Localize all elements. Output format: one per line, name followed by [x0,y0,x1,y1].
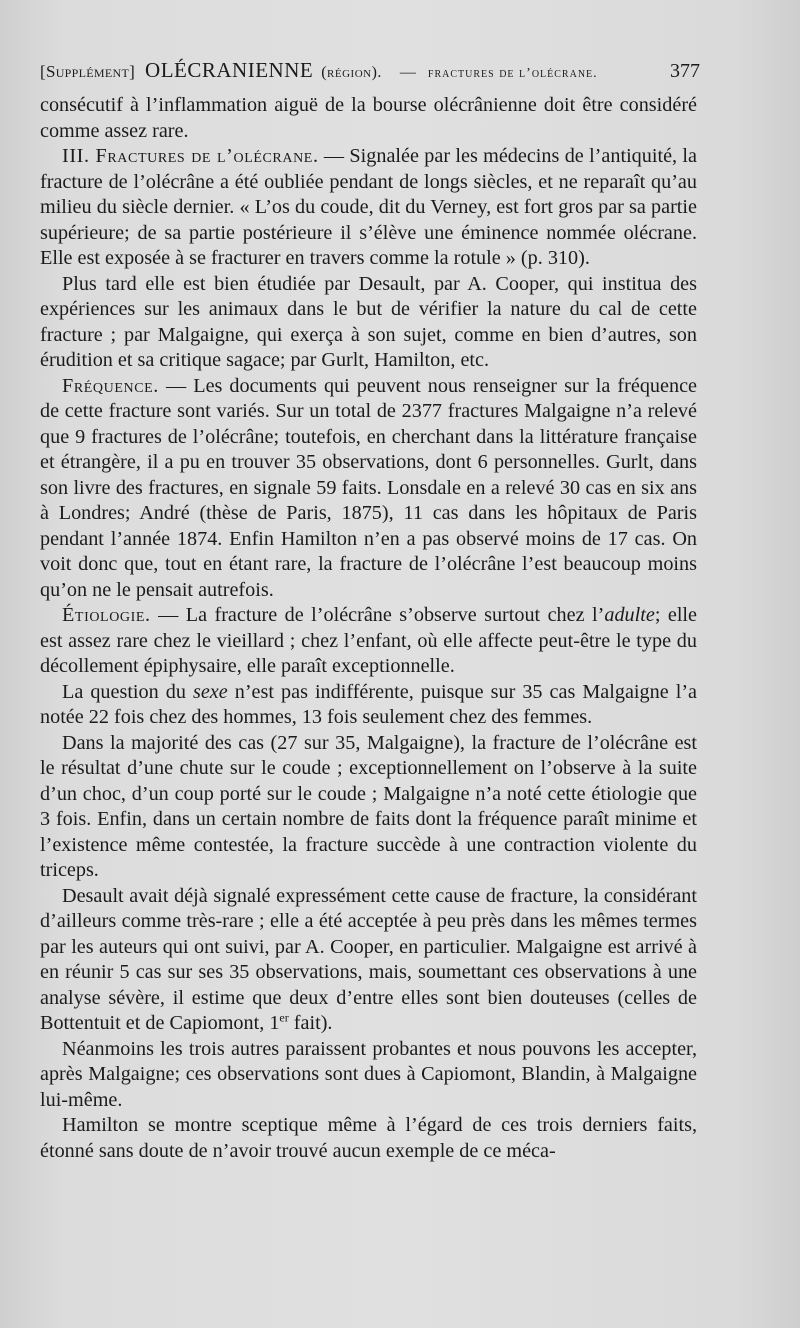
header-supplement: [Supplément] [40,62,136,81]
italic-adulte: adulte [604,604,655,626]
section-heading-fractures: III. Fractures de l’olécrane. [62,145,319,167]
paragraph-sexe-a: La question du [62,680,193,703]
paragraph-history: Plus tard elle est bien étudiée par Desault, par A. Cooper, qui institua des expériences sur les animaux dans le but de vérifier la nature du cal de cette fracture ; par Malgaigne, qui exerça à son sujet, comme en bien d’autres, son érudition et sa critique sagace; par Gurlt, Hamilton, etc. [40,272,697,371]
paragraph-neanmoins: Néanmoins les trois autres paraissent probantes et nous pouvons les accepter, après Malgaigne; ces observations sont dues à Capiomont, Blandin, à Malgaigne lui-même. [40,1037,697,1111]
paragraph-frequence-body: — Les documents qui peuvent nous renseigner sur la fréquence de cette fracture sont variés. Sur un total de 2377 fractures Malgaigne n’a relevé que 9 fractures de l’olécrâne; toutefois, en cherchant dans la littérature française et étrangère, il a pu en trouver 35 observations, dont 6 personnelles. Gurlt, dans son livre des fractures, en signale 59 faits. Lonsdale en a relevé 30 cas en six ans à Londres; André (thèse de Paris, 1875), 11 cas dans les hôpitaux de Paris pendant l’année 1874. Enfin Hamilton n’en a pas observé moins de 17 cas. On voit donc que, tout en étant rare, la fracture de l’olécrâne l’est beaucoup moins qu’on ne le pensait autrefois. [40,374,697,601]
paragraph-1: consécutif à l’inflammation aiguë de la bourse olécrânienne doit être considéré comme assez rare. [40,94,697,142]
header-subtitle: fractures de l’olécrane. [427,66,598,81]
header-dash: — [399,64,416,81]
body-text [40,93,697,1164]
paragraph-frequence [40,374,697,604]
paragraph-sexe-b: n’est pas indifférente, puisque sur 35 cas Malgaigne l’a notée 22 fois chez des hommes, 13 fois seulement chez des femmes. [40,680,697,728]
paragraph-etiologie-body-b: ; elle est assez rare chez le vieillard ; chez l’enfant, où elle affecte peut-être le type du décollement épiphysaire, elle paraît exceptionnelle. [40,604,697,677]
paragraph-desault [40,884,697,1037]
italic-sexe: sexe [192,680,228,703]
paragraph-desault-a: Desault avait déjà signalé expressément cette cause de fracture, la considérant d’ailleurs comme très-rare ; elle a été acceptée à peu près dans les mêmes termes par les auteurs qui ont suivi, par A. Cooper, en particulier. Malgaigne est arrivé à en réunir 5 cas sur ses 35 observations, mais, soumettant ces observations à une analyse sévère, il estime que deux d’entre elles sont bien douteuses (celles de Bottentuit et de Capiomont, 1 [40,884,697,1034]
section-heading-frequence: Fréquence. [62,374,159,397]
paragraph-etiologie-body-a: — La fracture de l’olécrâne s’observe surtout chez l’ [150,604,605,626]
section-heading-etiologie: Étiologie. [62,604,151,626]
paragraph-fractures-body: — Signalée par les médecins de l’antiquité, la fracture de l’olécrâne a été oubliée pendant de longs siècles, et ne reparaît qu’au milieu du siècle dernier. « L’os du coude, dit du Verney, est fort gros par sa partie supérieure; de sa partie postérieure il s’élève une éminence nommée olécrane. Elle est exposée à se fracturer en travers comme la rotule » (p. 310). [40,145,697,269]
paragraph-desault-b: fait). [288,1012,333,1034]
paragraph-fractures [40,144,697,272]
paragraph-sexe [40,680,697,731]
paragraph-etiologie [40,603,697,680]
page-number: 377 [670,60,700,82]
running-header [40,58,700,90]
paragraph-majorite: Dans la majorité des cas (27 sur 35, Malgaigne), la fracture de l’olécrâne est le résultat d’une chute sur le coude ; exceptionnellement on l’observe à la suite d’un choc, d’un coup porté sur le coude ; Malgaigne n’a noté cette étiologie que 3 fois. Enfin, dans un certain nombre de faits dont la fréquence paraît minime et l’existence même contestée, la fracture succède à une contraction violente du triceps. [40,731,697,881]
header-region: (région). [321,64,382,81]
paragraph-hamilton: Hamilton se montre sceptique même à l’égard de ces trois derniers faits, étonné sans doute de n’avoir trouvé aucun exemple de ce méca- [40,1114,697,1162]
header-title: OLÉCRANIENNE [145,58,314,82]
superscript-er: er [279,1010,289,1025]
